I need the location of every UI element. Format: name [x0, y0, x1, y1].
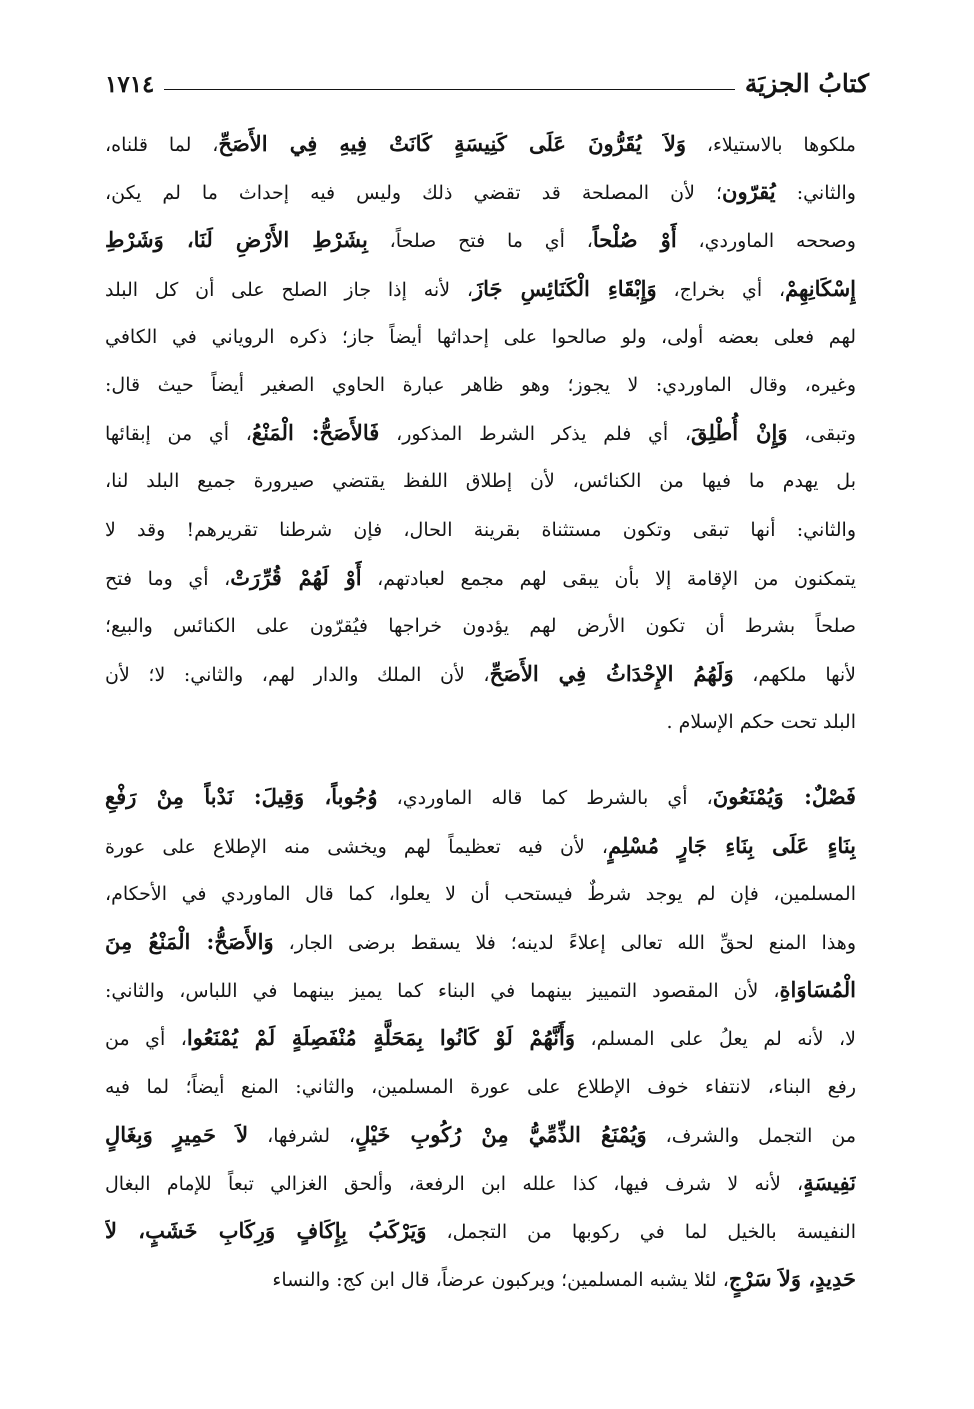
page-number: ١٧١٤	[105, 71, 155, 98]
commentary-text: من التجمل والشرف،	[646, 1124, 856, 1147]
commentary-text: يتمكنون من الإقامة إلا بأن يبقى لهم مجمع لعبادتهم،	[361, 567, 856, 590]
commentary-text: لأنها ملكهم،	[733, 664, 856, 687]
commentary-text: وغيره، وقال الماوردي: لا يجوز؛ وهو ظاهر عبارة الحاوي الصغير أيضاً حيث قال:	[105, 373, 856, 396]
text-line	[105, 216, 856, 264]
text-line	[105, 313, 856, 361]
matn-text: وَيُمْنَعُ الذِّمِّيُّ مِنْ رُكُوبِ خَيْلٍ	[355, 1121, 647, 1147]
commentary-text: رفع البناء، لانتفاء خوف الإطلاع على عورة المسلمين، والثاني: المنع أيضاً؛ لما فيه	[105, 1075, 856, 1098]
matn-text: الْمُسَاوَاةِ	[779, 977, 856, 1003]
matn-text: وُجُوباً، وَقِيلَ: نَدْباً مِنْ رَفْعِ	[105, 784, 378, 810]
matn-text: أَوْ صُلْحاً	[592, 227, 677, 253]
text-line	[105, 870, 856, 918]
text-line	[105, 265, 856, 313]
commentary-text: ، لأن الملك والدار لهم، والثاني: لا؛ لأن	[105, 664, 490, 687]
matn-text: وَإِبْقَاءِ الْكَنَائِسِ جَازَ	[473, 275, 657, 301]
matn-text: فَصْلٌ: وَيُمْنَعُونَ	[712, 784, 856, 810]
commentary-text: ، أي من إبقائها	[105, 423, 252, 446]
commentary-text: النفيسة بالخيل لما في ركوبها من التجمل،	[426, 1221, 856, 1244]
running-header	[105, 58, 869, 98]
text-line	[105, 602, 856, 650]
text-line	[105, 168, 856, 216]
text-line	[105, 409, 856, 457]
text-line	[105, 1111, 856, 1159]
text-line	[105, 506, 856, 554]
commentary-text: ، لأنه لا شرف فيها، كذا علله ابن الرفعة، وألحق الغزالي تبعاً للإمام البغال	[105, 1172, 804, 1195]
matn-text: أَوْ لَهُمْ قُرِّرَتْ	[230, 564, 362, 590]
text-line	[105, 120, 856, 168]
header-rule	[164, 89, 734, 90]
matn-text: نَفِيسَةٍ	[803, 1169, 856, 1195]
commentary-text: ، أي من	[105, 1028, 187, 1051]
commentary-text: البلد تحت حكم الإسلام .	[666, 711, 856, 734]
commentary-text: ، أي وما فتح	[105, 567, 231, 590]
matn-text: وَإِنْ أُطْلِقَ	[691, 420, 788, 446]
text-line	[105, 1014, 856, 1062]
commentary-text: ، أي فلم يذكر الشرط المذكور،	[379, 423, 692, 446]
commentary-text: وتبقى،	[787, 423, 856, 446]
commentary-text: المسلمين، فإن لم يوجد شرطٌ فيستحب أن لا يعلوا، كما قال الماوردي في الأحكام،	[105, 882, 856, 905]
matn-text: وَأَنَّهُمْ لَوْ كَانُوا بِمَحَلَّةٍ مُنْفَصِلَةٍ لَمْ يُمْنَعُوا	[186, 1025, 575, 1051]
text-line	[105, 361, 856, 409]
matn-text: حَدِيدٍ، وَلاَ سَرْجٍ	[728, 1266, 856, 1292]
matn-text: فَالأَصَحُّ: الْمَنْعُ	[251, 420, 380, 446]
commentary-text: لا، لأنه لم يعلُ على المسلم،	[575, 1028, 856, 1051]
commentary-text: ملكوها بالاستيلاء،	[685, 134, 856, 156]
commentary-text: والثاني: أنها تبقى وتكون مستثناة بقرينة الحال، فإن شرطنا تقريرهم! وقد لا	[105, 518, 856, 541]
matn-text: وَلَهُمُ الإِحْدَاثُ فِي الأَصَحِّ	[489, 661, 734, 687]
commentary-text: والثاني:	[775, 182, 856, 205]
text-line	[105, 554, 856, 602]
text-line	[105, 966, 856, 1014]
matn-text: وَالأَصَحُّ: الْمَنْعُ مِنَ	[105, 929, 274, 954]
main-text	[105, 120, 856, 1304]
commentary-text: ، أي ما فتح صلحاً،	[367, 230, 593, 253]
text-line	[105, 822, 856, 870]
commentary-text: صلحاً بشرط أن تكون الأرض لهم يؤدون خراجها فيُقرّون على الكنائس والبيع؛	[105, 614, 856, 637]
paragraph	[105, 120, 856, 746]
text-line	[105, 457, 856, 505]
text-line	[105, 918, 856, 966]
text-line	[105, 773, 856, 821]
commentary-text: ، لشرفها،	[248, 1124, 356, 1147]
matn-text: وَلاَ يُقَرُّونَ عَلَى كَنِيسَةٍ كَانَتْ فِيهِ فِي الأَصَحِّ	[218, 131, 686, 156]
paragraph	[105, 773, 856, 1303]
commentary-text: ، لأنه إذا جاز الصلح على أن كل البلد	[105, 278, 474, 301]
text-line	[105, 1207, 856, 1255]
text-line	[105, 698, 856, 746]
matn-text: بِنَاءٍ عَلَى بِنَاءِ جَارٍ مُسْلِمٍ	[608, 832, 856, 858]
commentary-text: لهم فعلى بعضه أولى، ولو صالحوا على إحداثها أيضاً جاز؛ ذكره الروياني في الكافي	[105, 325, 856, 348]
book-title: كتابُ الجزيَة	[744, 69, 869, 98]
matn-text: يُقرّون	[722, 179, 776, 205]
text-line	[105, 650, 856, 698]
paragraph-gap	[105, 746, 856, 773]
commentary-text: ، أي بخراج،	[656, 278, 786, 301]
text-line	[105, 1063, 856, 1111]
commentary-text: ؛ لأن المصلحة قد تقضي ذلك وليس فيه إحداث ما لم يكن،	[105, 182, 723, 205]
text-line	[105, 1255, 856, 1303]
matn-text: وَيَرْكَبُ بِإِكَافٍ وَرِكَابِ خَشَبٍ، لاَ	[105, 1218, 427, 1244]
commentary-text: ، لأن المقصود التمييز بينهما في البناء كما يميز بينهما في اللباس، والثاني:	[105, 980, 780, 1003]
commentary-text: ، لما قلناه،	[105, 134, 219, 156]
text-line	[105, 1159, 856, 1207]
commentary-text: وصححه الماوردي،	[676, 230, 856, 253]
commentary-text: وهذا المنع لحقِّ الله تعالى إعلاءً لدينه؛ فلا يسقط برضى الجار،	[273, 932, 856, 954]
commentary-text: ، لئلا يشبه المسلمين؛ ويركبون عرضاً، قال ابن كج: والنساء	[272, 1269, 729, 1292]
commentary-text: ، لأن فيه تعظيماً لهم ويخشى منه الإطلاع على عورة	[105, 835, 609, 858]
commentary-text: بل يهدم ما فيها من الكنائس، لأن إطلاق اللفظ يقتضي صيرورة جميع البلد لنا،	[105, 470, 856, 493]
matn-text: لاَ حَمِيرٍ وَبِغَالٍ	[105, 1121, 249, 1147]
matn-text: بِشَرْطِ الأَرْضِ لَنَا، وَشَرْطِ	[105, 227, 368, 253]
matn-text: إِسْكَانِهِمْ	[785, 275, 856, 301]
commentary-text: ، أي بالشرط كما قاله الماوردي،	[377, 787, 713, 810]
